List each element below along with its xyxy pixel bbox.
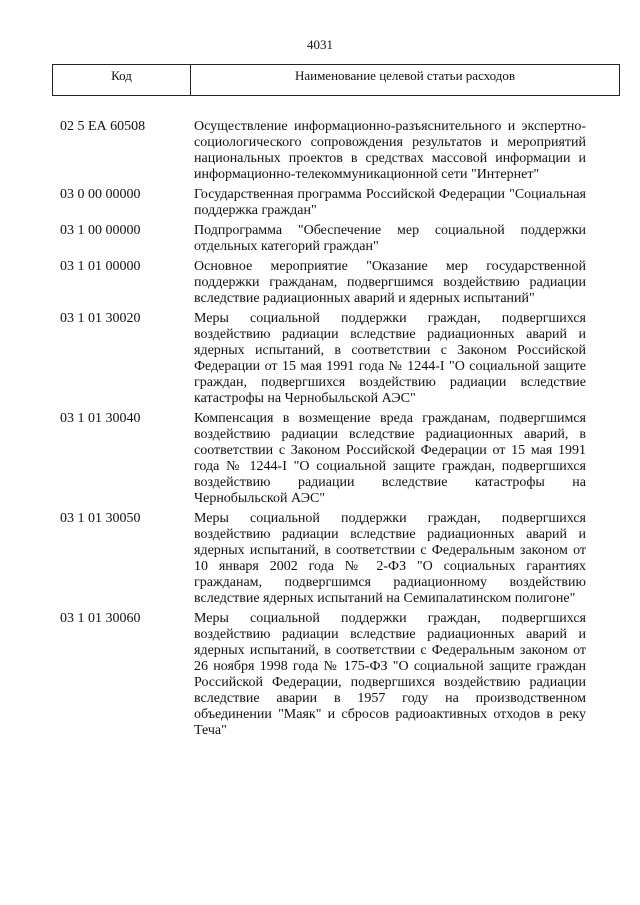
entry-text: Государственная программа Российской Федерации "Социальная поддержка граждан" (194, 187, 586, 218)
entry-text: Компенсация в возмещение вреда гражданам, подвергшимся воздействию радиации вследствие радиационных аварий, в соответствии с Законом Российской Федерации от 15 мая 1991 года № 1244-I "О социальной защите граждан, подвергшихся воздействию радиации вследствие катастрофы на Чернобыльской АЭС" (194, 411, 586, 506)
page-number: 4031 (307, 37, 333, 52)
entries-list (60, 119, 586, 743)
list-item (60, 511, 586, 607)
entry-code: 03 1 01 00000 (60, 259, 141, 274)
entry-text: Меры социальной поддержки граждан, подвергшихся воздействию радиации вследствие радиационных аварий и ядерных испытаний, в соответствии с Федеральным законом от 26 ноября 1998 года № 175-ФЗ "О социальной защите граждан Российской Федерации, подвергшихся воздействию радиации вследствие аварии в 1957 году на производственном объединении "Маяк" и сбросов радиоактивных отходов в реку Теча" (194, 611, 586, 738)
entry-code: 03 1 01 30050 (60, 511, 141, 526)
entry-text: Осуществление информационно-разъяснительного и экспертно-социологического сопровождения результатов и мероприятий национальных проектов в средствах массовой информации и информационно-телекоммуникационной сети "Интернет" (194, 119, 586, 182)
entry-code: 03 0 00 00000 (60, 187, 141, 202)
table-header (52, 64, 620, 96)
entry-text: Основное мероприятие "Оказание мер государственной поддержки гражданам, подвергшимся воздействию радиации вследствие радиационных аварий и ядерных испытаний" (194, 259, 586, 306)
entry-code: 03 1 01 30020 (60, 311, 141, 326)
list-item (60, 223, 586, 255)
entry-text: Меры социальной поддержки граждан, подвергшихся воздействию радиации вследствие радиационных аварий и ядерных испытаний, в соответствии с Федеральным законом от 10 января 2002 года № 2-ФЗ "О социальных гарантиях гражданам, подвергшимся радиационному воздействию вследствие ядерных испытаний на Семипалатинском полигоне" (194, 511, 586, 606)
list-item (60, 611, 586, 739)
entry-code: 02 5 ЕА 60508 (60, 119, 146, 134)
list-item (60, 311, 586, 407)
entry-text: Подпрограмма "Обеспечение мер социальной поддержки отдельных категорий граждан" (194, 223, 586, 254)
entry-code: 03 1 00 00000 (60, 223, 141, 238)
list-item (60, 259, 586, 307)
entry-text: Меры социальной поддержки граждан, подвергшихся воздействию радиации вследствие радиационных аварий и ядерных испытаний, в соответствии с Законом Российской Федерации от 15 мая 1991 года № 1244-I "О социальной защите граждан, подвергшихся воздействию радиации вследствие катастрофы на Чернобыльской АЭС" (194, 311, 586, 406)
header-name-column: Наименование целевой статьи расходов (294, 68, 516, 83)
list-item (60, 187, 586, 219)
entry-code: 03 1 01 30040 (60, 411, 141, 426)
entry-code: 03 1 01 30060 (60, 611, 141, 626)
list-item (60, 411, 586, 507)
header-code-column: Код (53, 65, 191, 95)
list-item (60, 119, 586, 183)
